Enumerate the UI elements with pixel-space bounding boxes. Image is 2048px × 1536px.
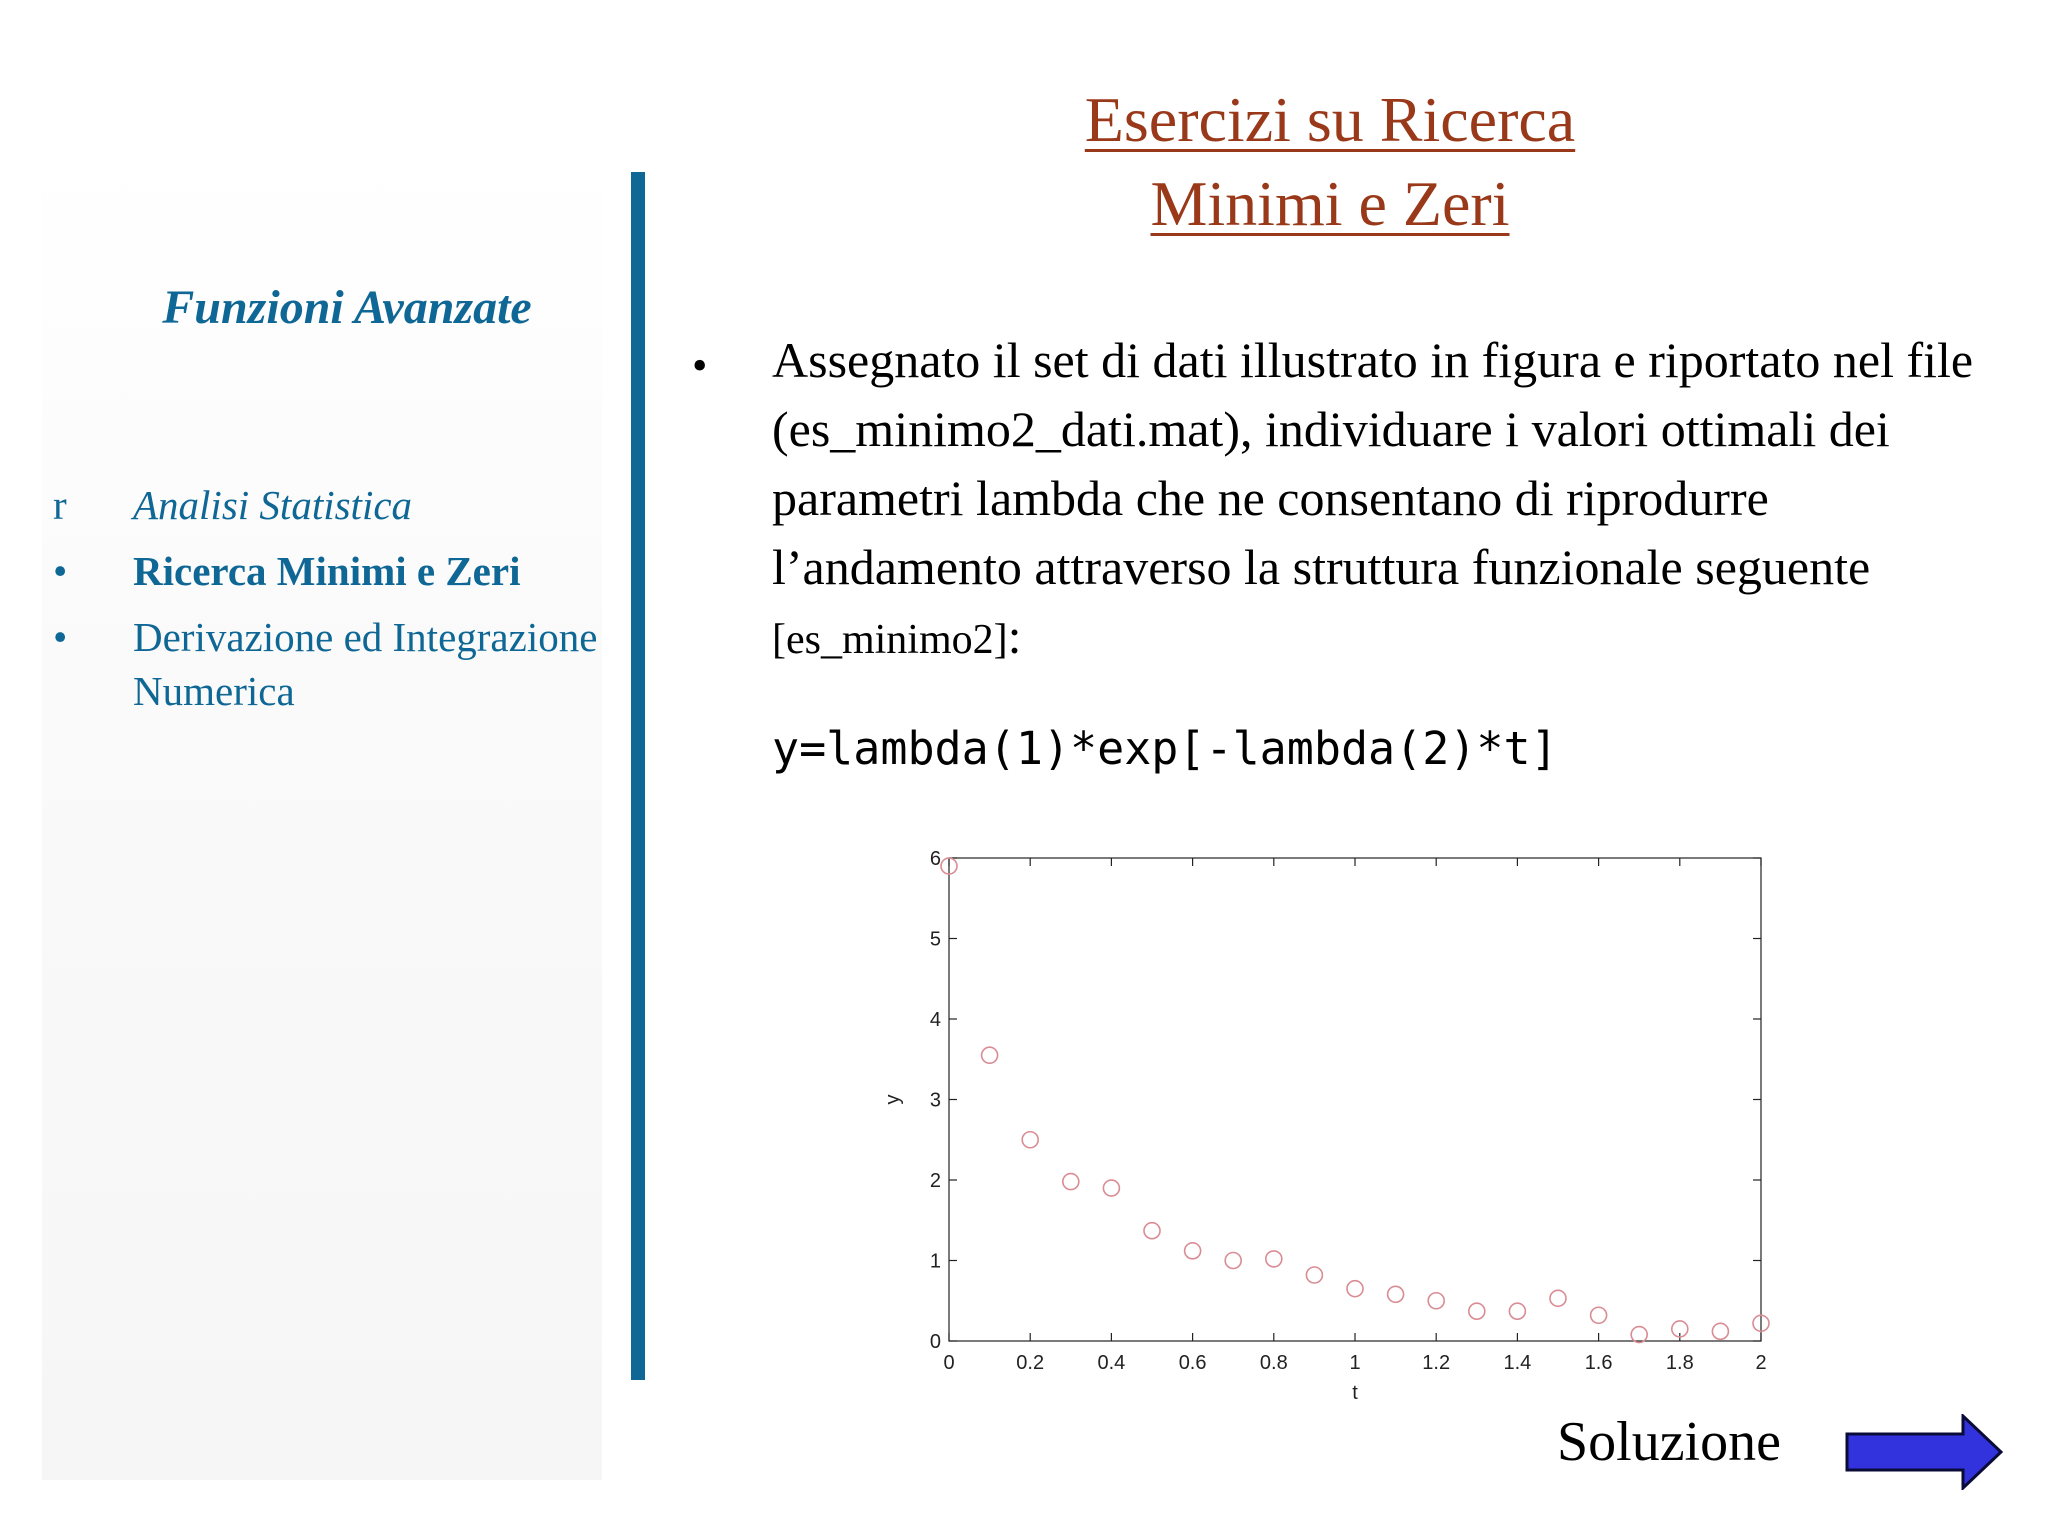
y-tick-label: 0	[929, 1331, 941, 1353]
x-tick-label: 0.6	[1178, 1352, 1207, 1374]
scatter-chart	[880, 835, 1800, 1435]
sidebar-item-label: Analisi Statistica	[133, 482, 413, 528]
page-title	[905, 78, 1755, 246]
x-tick-label: 0.8	[1259, 1352, 1288, 1374]
sidebar-background	[42, 150, 602, 1480]
y-tick-label: 2	[929, 1170, 941, 1192]
exercise-end: :	[1007, 608, 1022, 664]
y-tick-label: 5	[929, 928, 941, 951]
x-tick-label: 0.4	[1097, 1352, 1126, 1374]
sidebar-item-label: Derivazione ed Integrazione Numerica	[133, 614, 598, 714]
x-tick-label: 1.6	[1584, 1352, 1613, 1374]
y-tick-label: 4	[929, 1009, 941, 1031]
x-tick-label: 0.2	[1016, 1352, 1045, 1374]
section-title: Funzioni Avanzate	[162, 281, 532, 334]
y-tick-label: 6	[929, 848, 941, 870]
exercise-text	[772, 326, 2012, 675]
formula: y=lambda(1)*exp[-lambda(2)*t]	[772, 722, 1558, 775]
x-tick-label: 0	[943, 1352, 955, 1374]
x-tick-label: 1.2	[1422, 1352, 1451, 1374]
nav-marker: •	[53, 614, 68, 660]
x-tick-label: 1.8	[1665, 1352, 1694, 1374]
exercise-body: Assegnato il set di dati illustrato in figura e riportato nel file (es_minimo2_dati.mat), individuare i valori ottimali dei parametri lambda che ne consentano di riprodurre l’andamento attraverso la struttura funzionale seguente	[772, 332, 1974, 595]
sidebar-nav	[50, 478, 610, 730]
page-title-line1: Esercizi su Ricerca	[1084, 84, 1576, 155]
x-tick-label: 2	[1755, 1352, 1767, 1374]
sidebar-item-label: Ricerca Minimi e Zeri	[133, 548, 521, 594]
nav-marker: r	[53, 482, 67, 528]
page-title-line2: Minimi e Zeri	[1150, 168, 1510, 239]
vertical-divider	[631, 172, 645, 1380]
y-tick-label: 3	[929, 1089, 941, 1112]
soluzione-label: Soluzione	[1557, 1411, 1781, 1473]
x-axis-label: t	[1352, 1382, 1358, 1404]
bullet-marker: •	[692, 341, 708, 390]
sidebar-item-analisi-statistica[interactable]	[50, 478, 610, 532]
sidebar-item-derivazione-integrazione[interactable]	[50, 610, 610, 718]
exercise-ref: [es_minimo2]	[772, 617, 1008, 663]
sidebar-item-ricerca-minimi-zeri[interactable]	[50, 544, 610, 598]
plot-area	[949, 858, 1761, 1341]
nav-marker: •	[53, 548, 68, 594]
next-arrow-icon[interactable]	[1845, 1414, 2005, 1490]
y-tick-label: 1	[929, 1250, 941, 1273]
y-axis-label: y	[882, 1094, 904, 1105]
x-tick-label: 1.4	[1503, 1352, 1532, 1374]
x-tick-label: 1	[1349, 1352, 1361, 1374]
